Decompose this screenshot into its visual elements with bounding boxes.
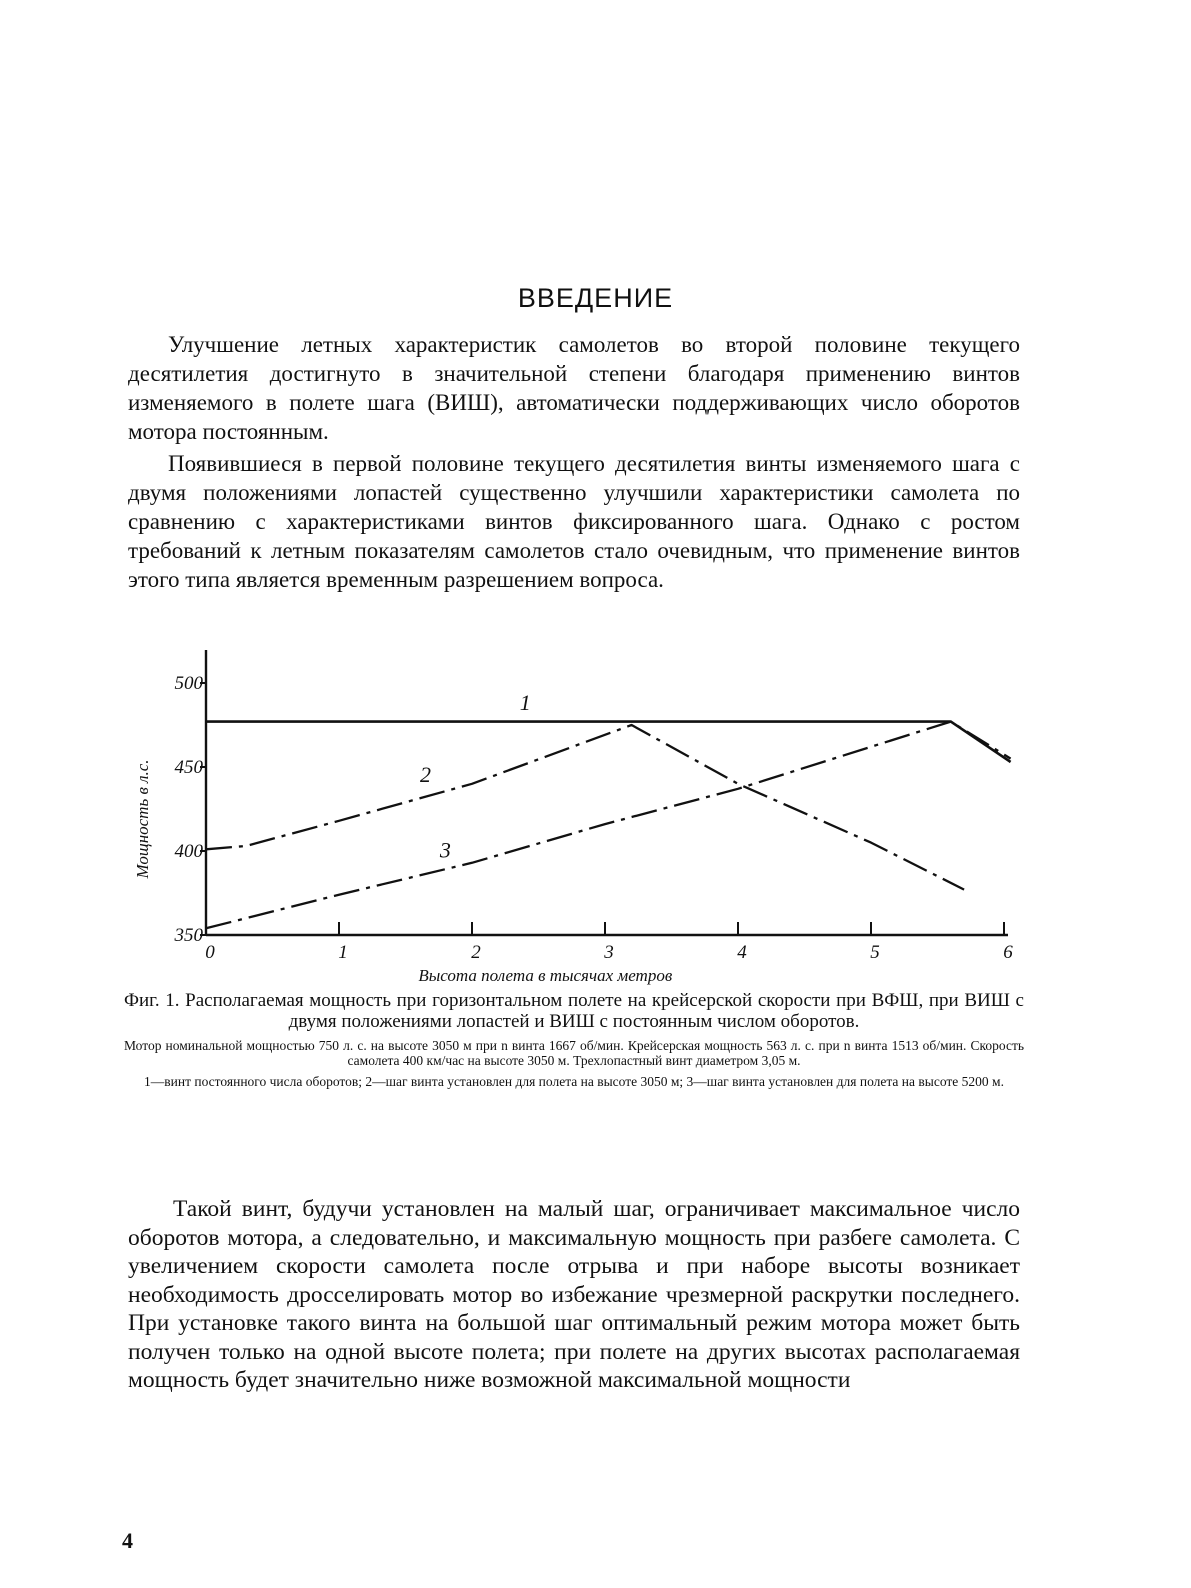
x-tick-label: 2 [471,942,481,963]
intro-paragraph-2: Появившиеся в первой половине текущего десятилетия винты изменяемого шага с двумя положениями лопастей существенно улучшили характеристики самолета по сравнению с характеристиками винтов фиксированного шага. Однако с ростом требований к летным показателям самолетов стало очевидным, что применение винтов этого типа является временным разрешением вопроса. [128,451,1020,592]
x-tick-label: 4 [737,942,747,963]
series-label-3: 3 [439,837,451,863]
y-axis-label: Мощность в л.с. [133,759,152,879]
x-axis-label: Высота полета в тысячах метров [418,966,673,985]
page-number: 4 [122,1528,133,1553]
y-tick-label: 500 [174,673,203,694]
intro-text [128,330,1020,594]
x-tick-label: 5 [870,942,880,963]
continuation-text [128,1195,1020,1395]
series-label-1: 1 [519,689,531,715]
x-tick-label: 6 [1003,942,1013,963]
caption-note-engine: Мотор номинальной мощностью 750 л. с. на высоте 3050 м при n винта 1667 об/мин. Крейсерская мощность 563 л. с. при n винта 1513 об/мин. Скорость самолета 400 км/час на высоте 3050 м. Трехлопастный винт диаметром 3,05 м. [124,1038,1024,1068]
intro-paragraph-1: Улучшение летных характеристик самолетов во второй половине текущего десятилетия достигнуто в значительной степени благодаря применению винтов изменяемого в полете шага (ВИШ), автоматически поддерживающих число оборотов мотора постоянным. [128,332,1020,444]
caption-note-legend: 1—винт постоянного числа оборотов; 2—шаг винта установлен для полета на высоте 3050 м; 3—шаг винта установлен для полета на высоте 5200 м. [144,1074,1004,1089]
power-vs-altitude-chart [120,645,1030,990]
caption-main: Фиг. 1. Располагаемая мощность при горизонтальном полете на крейсерской скорости при ВФШ, при ВИШ с двумя положениями лопастей и ВИШ с постоянным числом оборотов. [124,990,1024,1032]
x-tick-label: 3 [604,942,614,963]
series-line-2 [206,725,964,890]
figure-caption [124,990,1024,1089]
y-tick-label: 450 [174,757,203,778]
section-title: ВВЕДЕНИЕ [517,283,674,313]
x-tick-label: 1 [338,942,348,963]
series-label-2: 2 [419,762,431,788]
y-tick-label: 400 [174,841,203,862]
continuation-paragraph-1: Такой винт, будучи установлен на малый шаг, ограничивает максимальное число оборотов мотора, а следовательно, и максимальную мощность при разбеге самолета. С увеличением скорости самолета после отрыва и при наборе высоты возникает необходимость дросселировать мотор во избежание чрезмерной раскрутки последнего. При установке такого винта на большой шаг оптимальный режим мотора может быть получен только на одной высоте полета; при полете на других высотах располагаемая мощность будет значительно ниже возможной максимальной мощности [128,1196,1020,1393]
y-tick-label: 350 [174,925,203,946]
x-tick-label: 0 [205,942,215,963]
